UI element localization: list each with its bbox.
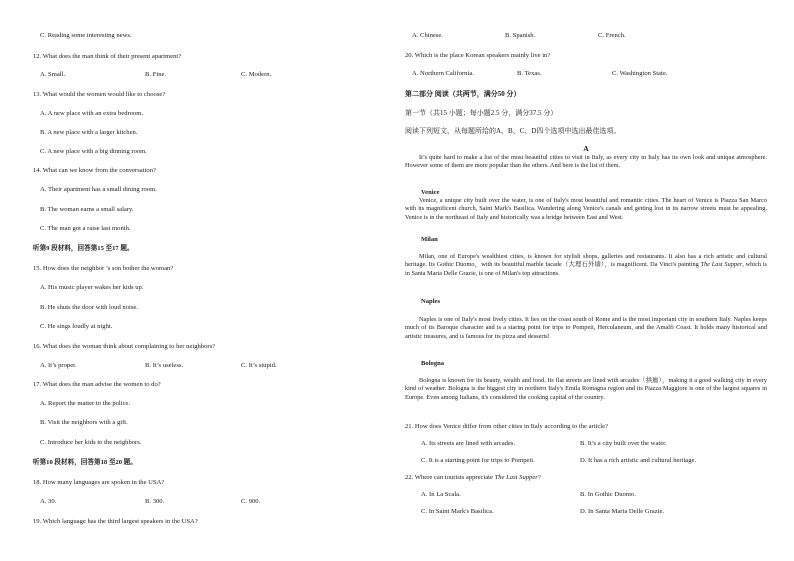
q19-stem: 19. Which language has the third largest speakers in the USA? bbox=[33, 518, 198, 525]
q17-option-b: B. Visit the neighbors with a gift. bbox=[40, 419, 128, 426]
venice-heading: Venice bbox=[421, 189, 440, 196]
q14-option-b: B. The woman earns a small salary. bbox=[40, 206, 134, 213]
q22-painting-title: The Last Supper bbox=[494, 474, 538, 481]
q21-option-d: D. It has a rich artistic and cultural heritage. bbox=[580, 457, 697, 464]
section9-heading: 听第9 段材料，回答第15 至17 题。 bbox=[33, 245, 134, 252]
q14-option-c: C. The man got a raise last month. bbox=[40, 225, 131, 232]
q12-option-b: B. Fine. bbox=[145, 71, 167, 78]
section1-heading: 第一节（共15 小题；每小题2.5 分，满分37.5 分） bbox=[405, 109, 558, 117]
q22-option-a: A. In La Scala. bbox=[421, 491, 461, 498]
instruction-text: 阅读下列短文，从每题所给的A、B、C、D四个选项中选出最佳选项。 bbox=[405, 127, 621, 135]
q22-stem bbox=[405, 474, 541, 482]
q20-option-a: A. Northern California. bbox=[412, 70, 474, 77]
q22-option-c: C. In Saint Mark's Basilica. bbox=[421, 508, 494, 515]
q19-option-b: B. Spanish. bbox=[505, 32, 536, 39]
q21-stem: 21. How does Venice differ from other cities in Italy according to the article? bbox=[405, 423, 608, 430]
q12-stem: 12. What does the man think of their present apartment? bbox=[33, 53, 182, 60]
milan-paragraph bbox=[405, 253, 767, 278]
q16-option-c: C. It’s stupid. bbox=[241, 362, 277, 369]
q14-stem: 14. What can we know from the conversation? bbox=[33, 167, 156, 174]
q12-option-c: C. Modern. bbox=[241, 71, 272, 78]
q22-option-d: D. In Santa Maria Delle Grazie. bbox=[580, 508, 665, 515]
q19-option-c: C. French. bbox=[598, 32, 626, 39]
q21-option-b: B. It’s a city built over the water. bbox=[580, 440, 667, 447]
section10-heading: 听第10 段材料，回答第18 至20 题。 bbox=[33, 459, 137, 466]
q16-option-b: B. It’s useless. bbox=[145, 362, 184, 369]
q12-option-a: A. Small. bbox=[40, 71, 66, 78]
bologna-paragraph: Bologna is known for its beauty, wealth and food. Its flat streets are lined with arcades（拱廊），making it a good walking city in every kind of weather. Bologna is the biggest city in northern Italy's Emila Romagna region and its Piazza Maggiore is one of the largest squares in Europe. Even among Italians, it's considered the cooking capital of the country. bbox=[405, 377, 767, 401]
milan-heading: Milan bbox=[421, 236, 438, 243]
q15-stem: 15. How does the neighbor ’s son bother the woman? bbox=[33, 265, 174, 272]
q20-option-b: B. Texas. bbox=[517, 70, 542, 77]
q20-option-c: C. Washington State. bbox=[612, 70, 668, 77]
q16-stem: 16. What does the woman think about complaining to her neighbors? bbox=[33, 343, 216, 350]
painting-title: The Last Supper bbox=[700, 261, 743, 269]
q18-option-c: C. 900. bbox=[241, 498, 261, 505]
q14-option-a: A. Their apartment has a small dining room. bbox=[40, 186, 157, 193]
bologna-heading: Bologna bbox=[421, 360, 445, 367]
q13-option-b: B. A new place with a larger kitchen. bbox=[40, 129, 138, 136]
naples-heading: Naples bbox=[421, 298, 441, 305]
passage-label: A bbox=[583, 144, 589, 153]
q17-option-c: C. Introduce her kids to the neighbors. bbox=[40, 439, 142, 446]
q18-option-a: A. 30. bbox=[40, 498, 57, 505]
q13-stem: 13. What would the women would like to choose? bbox=[33, 91, 166, 98]
naples-paragraph: Naples is one of Italy's most lively cities. It lies on the coast south of Rome and is the most important city in southern Italy. Naples keeps much of its Baroque character and is a staring point for trips to Pompeii, Herculaneum, and the Amalfi Coast. It holds many historical and artistic treasures, and is famous for its pizza and desserts! bbox=[405, 316, 767, 340]
q13-option-a: A. A new place with an extra bedroom. bbox=[40, 110, 144, 117]
q13-option-c: C. A new place with a big dinning room. bbox=[40, 148, 147, 155]
q11-option-c: C. Reading some interesting news. bbox=[40, 32, 132, 39]
part2-heading: 第二部分 阅读（共两节，满分50 分） bbox=[405, 90, 521, 98]
q15-option-c: C. He sings loudly at night. bbox=[40, 323, 113, 330]
q17-stem: 17. What does the man advise the women to do? bbox=[33, 381, 161, 388]
q18-stem: 18. How many languages are spoken in the USA? bbox=[33, 479, 165, 486]
q15-option-a: A. His music player wakes her kids up. bbox=[40, 284, 144, 291]
q16-option-a: A. It’s proper. bbox=[40, 362, 77, 369]
q17-option-a: A. Report the matter to the police. bbox=[40, 400, 131, 407]
q20-stem: 20. Which is the place Korean speakers mainly live in? bbox=[405, 52, 551, 59]
venice-paragraph: Venice, a unique city built over the water, is one of Italy's most beautiful and romantic cities. The heart of Venice is Piazza San Marco with its magnificent church, Saint Mark's Basilica. Wandering along Venice's canals and getting lost in its narrow streets must be appealing. Venice is in the northeast of Italy and historically was a bridge between East and West. bbox=[405, 197, 767, 221]
q15-option-b: B. He shuts the door with loud noise. bbox=[40, 304, 138, 311]
q22-option-b: B. In Gothic Duomo. bbox=[580, 491, 636, 498]
passage-intro: It’s quite hard to make a list of the most beautiful cities to visit in Italy, as every city in Italy has its own look and unique atmosphere. However some of them are more popular than the others. And here is the list of them. bbox=[405, 154, 767, 170]
q22-stem-part1: 22. Where can tourists appreciate bbox=[405, 474, 495, 481]
q22-stem-part2: ? bbox=[537, 474, 541, 481]
q19-option-a: A. Chinese. bbox=[412, 32, 443, 39]
q21-option-a: A. Its streets are lined with arcades. bbox=[421, 440, 516, 447]
milan-text-part1: Milan, one of Europe's wealthiest cities, is known for stylish shops, galleries and restaurants. It also has a rich artistic and cultural heritage. Its Gothic Duomo，with its beautiful marble facade（大理石外墙），is magnificent. Da Vinci's painting bbox=[405, 253, 767, 269]
q18-option-b: B. 300. bbox=[145, 498, 165, 505]
milan-text-part2: , which is in Santa Maria Delle Grazie, is one of Milan's top attractions. bbox=[405, 261, 767, 277]
q21-option-c: C. It is a starting point for trips to Pompeii. bbox=[421, 457, 535, 464]
